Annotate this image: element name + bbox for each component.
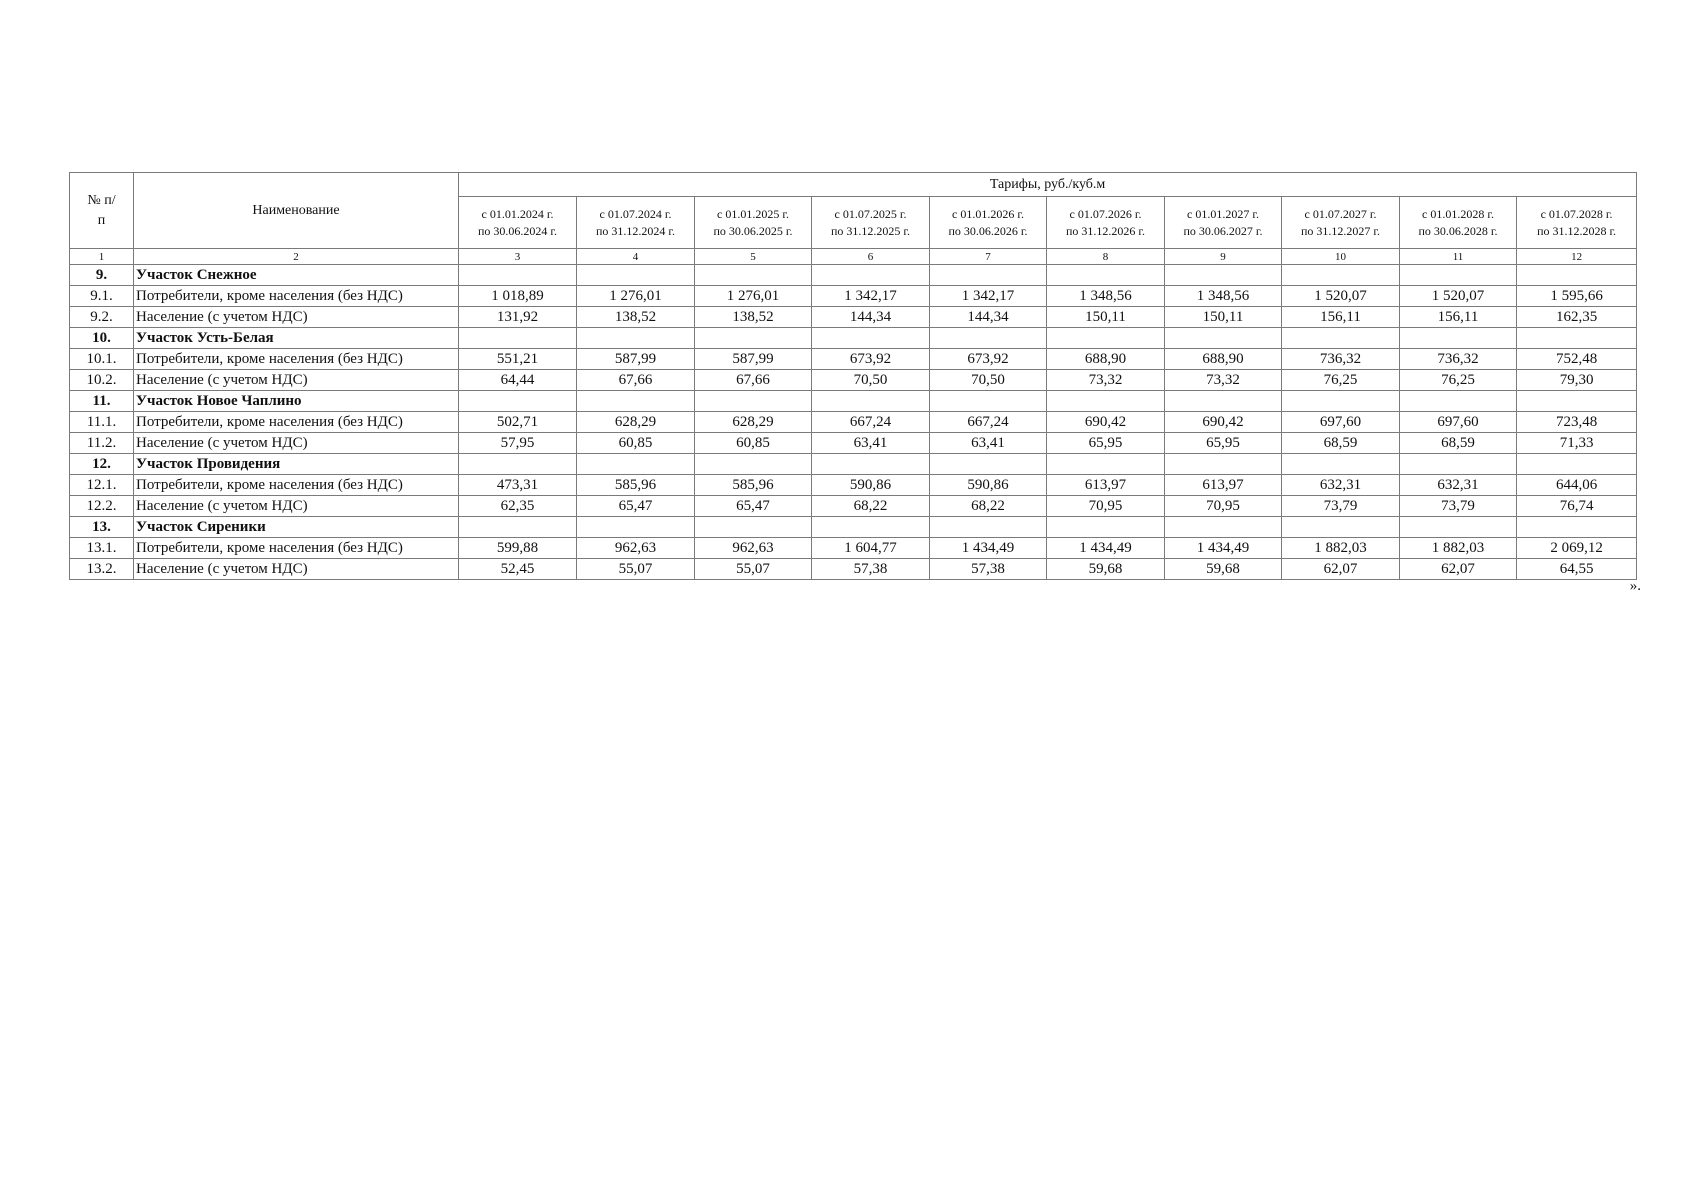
period-from: с 01.01.2025 г.	[717, 206, 789, 221]
tariff-value: 68,22	[812, 496, 930, 517]
empty-cell	[1282, 517, 1400, 538]
empty-cell	[930, 454, 1047, 475]
tariff-value: 697,60	[1400, 412, 1517, 433]
empty-cell	[1047, 454, 1165, 475]
section-title: Участок Снежное	[134, 265, 459, 286]
empty-cell	[1400, 517, 1517, 538]
tariff-value: 697,60	[1282, 412, 1400, 433]
empty-cell	[812, 517, 930, 538]
row-name: Население (с учетом НДС)	[134, 496, 459, 517]
tariff-value: 2 069,12	[1517, 538, 1637, 559]
table-row	[70, 475, 1637, 496]
period-to: по 30.06.2027 г.	[1183, 223, 1263, 238]
tariff-value: 613,97	[1165, 475, 1282, 496]
empty-cell	[577, 517, 695, 538]
period-to: по 30.06.2026 г.	[948, 223, 1028, 238]
period-header	[812, 197, 930, 249]
empty-cell	[695, 454, 812, 475]
tariff-value: 502,71	[459, 412, 577, 433]
tariff-value: 551,21	[459, 349, 577, 370]
tariff-value: 752,48	[1517, 349, 1637, 370]
tariff-value: 473,31	[459, 475, 577, 496]
empty-cell	[812, 391, 930, 412]
tariff-value: 162,35	[1517, 307, 1637, 328]
tariff-value: 62,07	[1400, 559, 1517, 580]
section-number: 11.	[70, 391, 134, 412]
tariff-value: 57,38	[930, 559, 1047, 580]
tariff-value: 76,25	[1282, 370, 1400, 391]
tariff-value: 690,42	[1165, 412, 1282, 433]
section-title: Участок Сиреники	[134, 517, 459, 538]
empty-cell	[577, 454, 695, 475]
empty-cell	[1517, 265, 1637, 286]
period-header	[1517, 197, 1637, 249]
table-row	[70, 433, 1637, 454]
tariff-value: 70,95	[1047, 496, 1165, 517]
tariff-value: 65,47	[577, 496, 695, 517]
table-header	[70, 173, 1637, 265]
section-row	[70, 391, 1637, 412]
tariff-value: 590,86	[930, 475, 1047, 496]
empty-cell	[1165, 265, 1282, 286]
tariff-value: 150,11	[1047, 307, 1165, 328]
empty-cell	[812, 265, 930, 286]
empty-cell	[459, 328, 577, 349]
tariff-table	[69, 172, 1637, 580]
empty-cell	[1047, 265, 1165, 286]
tariff-value: 52,45	[459, 559, 577, 580]
tariff-document	[69, 172, 1641, 594]
section-number: 13.	[70, 517, 134, 538]
empty-cell	[1165, 391, 1282, 412]
closing-quote-mark: ».	[1629, 578, 1641, 594]
column-number: 5	[695, 249, 812, 265]
period-to: по 31.12.2027 г.	[1301, 223, 1380, 238]
period-header	[577, 197, 695, 249]
column-number: 12	[1517, 249, 1637, 265]
tariff-value: 667,24	[930, 412, 1047, 433]
column-number: 10	[1282, 249, 1400, 265]
column-number: 7	[930, 249, 1047, 265]
tariff-value: 587,99	[695, 349, 812, 370]
period-header	[1047, 197, 1165, 249]
tariff-value: 63,41	[812, 433, 930, 454]
period-header	[930, 197, 1047, 249]
empty-cell	[459, 454, 577, 475]
tariff-value: 667,24	[812, 412, 930, 433]
tariff-value: 70,95	[1165, 496, 1282, 517]
tariff-value: 144,34	[930, 307, 1047, 328]
table-row	[70, 307, 1637, 328]
section-number: 10.	[70, 328, 134, 349]
period-from: с 01.01.2024 г.	[481, 206, 554, 221]
table-row	[70, 370, 1637, 391]
row-name: Население (с учетом НДС)	[134, 307, 459, 328]
tariff-value: 156,11	[1282, 307, 1400, 328]
tariff-value: 1 595,66	[1517, 286, 1637, 307]
tariff-value: 628,29	[695, 412, 812, 433]
row-name: Население (с учетом НДС)	[134, 370, 459, 391]
section-title: Участок Новое Чаплино	[134, 391, 459, 412]
tariff-value: 1 604,77	[812, 538, 930, 559]
tariff-value: 73,32	[1047, 370, 1165, 391]
tariff-value: 1 434,49	[930, 538, 1047, 559]
tariff-value: 1 434,49	[1165, 538, 1282, 559]
tariff-value: 688,90	[1047, 349, 1165, 370]
tariff-value: 138,52	[695, 307, 812, 328]
empty-cell	[1400, 328, 1517, 349]
tariff-value: 962,63	[577, 538, 695, 559]
empty-cell	[1282, 328, 1400, 349]
empty-cell	[695, 517, 812, 538]
empty-cell	[459, 391, 577, 412]
tariff-value: 1 434,49	[1047, 538, 1165, 559]
row-number: 10.1.	[70, 349, 134, 370]
number-label: № п/п	[87, 192, 116, 228]
tariff-value: 628,29	[577, 412, 695, 433]
tariff-value: 590,86	[812, 475, 930, 496]
tariff-value: 150,11	[1165, 307, 1282, 328]
period-from: с 01.01.2028 г.	[1422, 206, 1494, 221]
tariff-value: 632,31	[1400, 475, 1517, 496]
empty-cell	[695, 265, 812, 286]
tariff-value: 673,92	[930, 349, 1047, 370]
tariff-value: 65,95	[1047, 433, 1165, 454]
tariff-value: 73,79	[1400, 496, 1517, 517]
row-name: Потребители, кроме населения (без НДС)	[134, 475, 459, 496]
period-from: с 01.07.2024 г.	[599, 206, 672, 221]
row-number: 10.2.	[70, 370, 134, 391]
tariff-value: 144,34	[812, 307, 930, 328]
tariff-value: 60,85	[577, 433, 695, 454]
period-header	[1282, 197, 1400, 249]
empty-cell	[930, 328, 1047, 349]
column-number: 6	[812, 249, 930, 265]
period-to: по 31.12.2024 г.	[596, 223, 675, 238]
period-to: по 31.12.2025 г.	[831, 223, 910, 238]
tariff-value: 1 018,89	[459, 286, 577, 307]
tariff-value: 60,85	[695, 433, 812, 454]
tariff-value: 688,90	[1165, 349, 1282, 370]
empty-cell	[1517, 454, 1637, 475]
tariff-value: 68,59	[1282, 433, 1400, 454]
empty-cell	[930, 265, 1047, 286]
section-title: Участок Провидения	[134, 454, 459, 475]
row-number: 11.1.	[70, 412, 134, 433]
tariff-value: 73,79	[1282, 496, 1400, 517]
name-column-header: Наименование	[134, 173, 459, 249]
row-name: Потребители, кроме населения (без НДС)	[134, 412, 459, 433]
tariff-value: 73,32	[1165, 370, 1282, 391]
tariff-value: 59,68	[1165, 559, 1282, 580]
empty-cell	[577, 328, 695, 349]
tariff-value: 62,35	[459, 496, 577, 517]
section-row	[70, 328, 1637, 349]
tariff-value: 632,31	[1282, 475, 1400, 496]
tariff-value: 76,25	[1400, 370, 1517, 391]
row-name: Население (с учетом НДС)	[134, 433, 459, 454]
row-number: 9.2.	[70, 307, 134, 328]
period-from: с 01.07.2025 г.	[834, 206, 907, 221]
section-title: Участок Усть-Белая	[134, 328, 459, 349]
tariff-value: 1 348,56	[1047, 286, 1165, 307]
section-row	[70, 517, 1637, 538]
period-to: по 30.06.2025 г.	[713, 223, 793, 238]
tariff-value: 644,06	[1517, 475, 1637, 496]
column-number: 11	[1400, 249, 1517, 265]
empty-cell	[459, 517, 577, 538]
tariff-value: 70,50	[930, 370, 1047, 391]
column-number: 4	[577, 249, 695, 265]
period-header	[1165, 197, 1282, 249]
tariff-value: 673,92	[812, 349, 930, 370]
empty-cell	[1047, 517, 1165, 538]
period-to: по 31.12.2028 г.	[1537, 223, 1617, 238]
row-name: Потребители, кроме населения (без НДС)	[134, 286, 459, 307]
tariff-value: 1 342,17	[812, 286, 930, 307]
period-from: с 01.07.2028 г.	[1540, 206, 1613, 221]
tariff-value: 64,55	[1517, 559, 1637, 580]
row-number: 12.1.	[70, 475, 134, 496]
empty-cell	[1282, 391, 1400, 412]
empty-cell	[812, 328, 930, 349]
row-number: 13.2.	[70, 559, 134, 580]
table-row	[70, 496, 1637, 517]
row-name: Потребители, кроме населения (без НДС)	[134, 349, 459, 370]
tariff-value: 723,48	[1517, 412, 1637, 433]
empty-cell	[930, 517, 1047, 538]
section-number: 12.	[70, 454, 134, 475]
tariff-value: 79,30	[1517, 370, 1637, 391]
tariff-value: 55,07	[577, 559, 695, 580]
tariff-value: 62,07	[1282, 559, 1400, 580]
empty-cell	[695, 328, 812, 349]
column-number-row	[70, 249, 1637, 265]
table-row	[70, 349, 1637, 370]
tariff-value: 57,38	[812, 559, 930, 580]
period-from: с 01.01.2027 г.	[1187, 206, 1259, 221]
empty-cell	[1517, 517, 1637, 538]
tariff-value: 156,11	[1400, 307, 1517, 328]
period-to: по 30.06.2024 г.	[478, 223, 557, 238]
table-row	[70, 538, 1637, 559]
tariff-value: 63,41	[930, 433, 1047, 454]
empty-cell	[1165, 454, 1282, 475]
row-number: 12.2.	[70, 496, 134, 517]
empty-cell	[577, 265, 695, 286]
empty-cell	[1165, 328, 1282, 349]
tariff-value: 1 276,01	[695, 286, 812, 307]
empty-cell	[1400, 391, 1517, 412]
empty-cell	[1282, 454, 1400, 475]
row-number: 9.1.	[70, 286, 134, 307]
period-from: с 01.01.2026 г.	[952, 206, 1024, 221]
tariff-value: 65,47	[695, 496, 812, 517]
tariff-value: 76,74	[1517, 496, 1637, 517]
period-from: с 01.07.2027 г.	[1304, 206, 1377, 221]
column-number: 2	[134, 249, 459, 265]
period-header	[1400, 197, 1517, 249]
tariff-value: 1 520,07	[1400, 286, 1517, 307]
empty-cell	[1400, 265, 1517, 286]
row-name: Население (с учетом НДС)	[134, 559, 459, 580]
empty-cell	[1282, 265, 1400, 286]
tariff-value: 1 342,17	[930, 286, 1047, 307]
column-number: 1	[70, 249, 134, 265]
tariff-value: 736,32	[1400, 349, 1517, 370]
tariff-value: 68,22	[930, 496, 1047, 517]
column-number: 3	[459, 249, 577, 265]
table-row	[70, 412, 1637, 433]
row-number: 11.2.	[70, 433, 134, 454]
empty-cell	[1517, 328, 1637, 349]
tariff-value: 587,99	[577, 349, 695, 370]
empty-cell	[812, 454, 930, 475]
tariff-value: 55,07	[695, 559, 812, 580]
section-row	[70, 265, 1637, 286]
tariff-value: 613,97	[1047, 475, 1165, 496]
row-name: Потребители, кроме населения (без НДС)	[134, 538, 459, 559]
empty-cell	[930, 391, 1047, 412]
tariff-value: 67,66	[695, 370, 812, 391]
tariff-value: 64,44	[459, 370, 577, 391]
table-row	[70, 286, 1637, 307]
tariff-value: 1 520,07	[1282, 286, 1400, 307]
tariff-value: 1 348,56	[1165, 286, 1282, 307]
tariff-value: 736,32	[1282, 349, 1400, 370]
section-row	[70, 454, 1637, 475]
section-number: 9.	[70, 265, 134, 286]
tariff-value: 67,66	[577, 370, 695, 391]
empty-cell	[695, 391, 812, 412]
tariffs-group-header: Тарифы, руб./куб.м	[459, 173, 1637, 197]
tariff-value: 585,96	[577, 475, 695, 496]
period-header	[459, 197, 577, 249]
table-body	[70, 265, 1637, 580]
tariff-value: 59,68	[1047, 559, 1165, 580]
table-row	[70, 559, 1637, 580]
period-to: по 31.12.2026 г.	[1066, 223, 1145, 238]
tariff-value: 70,50	[812, 370, 930, 391]
empty-cell	[459, 265, 577, 286]
empty-cell	[1400, 454, 1517, 475]
column-number: 9	[1165, 249, 1282, 265]
tariff-value: 68,59	[1400, 433, 1517, 454]
period-header	[695, 197, 812, 249]
tariff-value: 1 276,01	[577, 286, 695, 307]
row-number: 13.1.	[70, 538, 134, 559]
tariff-value: 57,95	[459, 433, 577, 454]
tariff-value: 71,33	[1517, 433, 1637, 454]
tariff-value: 962,63	[695, 538, 812, 559]
number-column-header	[70, 173, 134, 249]
empty-cell	[1165, 517, 1282, 538]
tariff-value: 585,96	[695, 475, 812, 496]
tariff-value: 1 882,03	[1282, 538, 1400, 559]
tariff-value: 1 882,03	[1400, 538, 1517, 559]
empty-cell	[1047, 391, 1165, 412]
empty-cell	[1517, 391, 1637, 412]
tariff-value: 131,92	[459, 307, 577, 328]
tariff-value: 599,88	[459, 538, 577, 559]
tariff-value: 690,42	[1047, 412, 1165, 433]
empty-cell	[577, 391, 695, 412]
period-to: по 30.06.2028 г.	[1418, 223, 1498, 238]
empty-cell	[1047, 328, 1165, 349]
tariff-value: 138,52	[577, 307, 695, 328]
tariff-value: 65,95	[1165, 433, 1282, 454]
column-number: 8	[1047, 249, 1165, 265]
period-from: с 01.07.2026 г.	[1069, 206, 1142, 221]
